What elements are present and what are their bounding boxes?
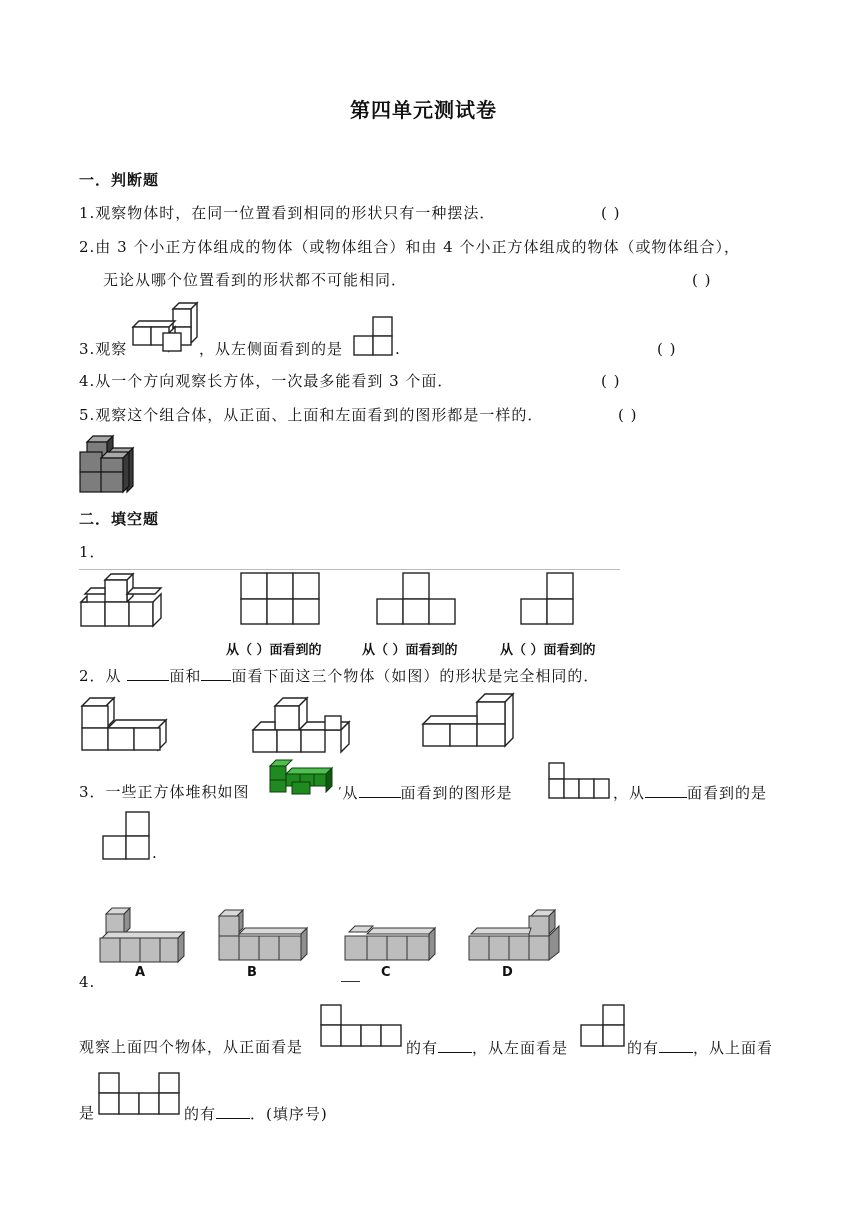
s2-q4-object-C: [343, 922, 439, 964]
s2-q4-line1-e: ，从上面看: [693, 1039, 774, 1057]
s2-q4-line1-d: 的有: [627, 1039, 660, 1057]
s2-q4-number: 4.: [79, 973, 96, 991]
s2-q1-label-1: 从（ ）面看到的: [226, 643, 322, 658]
s2-q1-top-rule: [79, 569, 620, 570]
s2-q3-blank-1[interactable]: [359, 782, 401, 798]
s2-q1-view3-figure: [520, 572, 574, 625]
s2-q4-blank-3[interactable]: [216, 1103, 250, 1119]
s2-q4-top-view-figure: [98, 1072, 182, 1116]
s2-q1-solid-figure: [79, 572, 167, 628]
s2-q3-text-c: 面看到的图形是: [400, 784, 513, 802]
s2-q4-stray-mark: [341, 981, 360, 982]
s1-q4-answer-paren: ( ): [601, 372, 621, 390]
s2-q4-line2-c: ．(填序号): [250, 1105, 328, 1123]
s2-q4-blank-2[interactable]: [659, 1037, 693, 1053]
s1-q5-dark-cube-figure: [79, 436, 139, 494]
s2-q4-line1-tail: [627, 1037, 773, 1058]
s2-q4-label-C: C: [381, 965, 391, 980]
s2-q4-label-D: D: [502, 965, 513, 980]
s2-q4-line1-a: 观察上面四个物体，从正面看是: [79, 1038, 304, 1056]
s2-q3-view2-figure: [102, 811, 152, 861]
s2-q4-line1-b: 的有: [406, 1039, 439, 1057]
s2-q4-object-D: [467, 910, 563, 964]
s2-q2-blank-1[interactable]: [127, 665, 169, 681]
s2-q3-green-cube-figure: [268, 760, 338, 796]
s2-q1-number: 1．: [79, 543, 106, 561]
s1-q5-text: 5.观察这个组合体，从正面、上面和左面看到的图形都是一样的．: [79, 406, 544, 424]
s2-q1-view1-figure: [240, 572, 320, 625]
s2-q4-front-view-figure: [320, 1004, 404, 1048]
s2-q2-text-c: 面看下面这三个物体（如图）的形状是完全相同的．: [231, 667, 600, 685]
s2-q3-tail: [613, 782, 767, 803]
s1-q3-left-view-figure: [354, 316, 394, 356]
s1-q4-text: 4.从一个方向观察长方体，一次最多能看到 3 个面．: [79, 372, 454, 390]
s2-q4-line1-c: ，从左面看是: [472, 1039, 569, 1057]
s2-q4-line2-a: 是: [79, 1104, 96, 1122]
s1-q3-prefix: 3.观察: [79, 340, 128, 358]
s2-q3-mid: [338, 782, 513, 803]
s2-q2-text-b: 面和: [169, 667, 202, 685]
s1-q1-answer-paren: ( ): [601, 204, 621, 222]
s2-q4-line1-mid: [406, 1037, 568, 1058]
s2-q2-text-a: 2．从: [79, 667, 128, 685]
s1-q1-text: 1.观察物体时，在同一位置看到相同的形状只有一种摆法．: [79, 204, 496, 222]
s1-q2-line2: 无论从哪个位置看到的形状都不可能相同．: [103, 271, 408, 289]
s2-q3-apostrophe: ’: [338, 785, 343, 798]
s2-q4-label-B: B: [247, 965, 257, 980]
s2-q3-text-b: 从: [342, 784, 359, 802]
s2-q1-view2-figure: [376, 572, 456, 625]
s2-q3-view1-figure: [548, 762, 612, 800]
s2-q4-object-A: [98, 906, 188, 964]
s1-q3-middle: ，从左侧面看到的是: [199, 340, 344, 358]
s2-q3-end: .: [152, 844, 158, 862]
s1-q2-answer-paren: ( ): [692, 271, 712, 289]
s2-q1-label-3: 从（ ）面看到的: [500, 643, 596, 658]
s2-q3-text-a: 3．一些正方体堆积如图: [79, 783, 250, 801]
section-1-heading: 一．判断题: [79, 171, 160, 189]
s2-q3-text-e: 面看到的是: [687, 784, 768, 802]
s1-q3-suffix: .: [395, 340, 401, 358]
s2-q2-line: [79, 665, 599, 686]
s2-q2-blank-2[interactable]: [201, 665, 231, 681]
s1-q5-answer-paren: ( ): [618, 406, 638, 424]
page-title: 第四单元测试卷: [350, 98, 497, 122]
s2-q2-object-3: [421, 694, 517, 750]
s2-q2-object-1: [80, 694, 170, 754]
s1-q3-cube-figure: [131, 301, 199, 355]
s1-q2-line1: 2.由 3 个小正方体组成的物体（或物体组合）和由 4 个小正方体组成的物体（或物体组合），: [79, 238, 740, 256]
s2-q2-object-2: [251, 694, 351, 756]
s2-q3-blank-2[interactable]: [645, 782, 687, 798]
s2-q4-left-view-figure: [580, 1004, 626, 1048]
s2-q4-line2-tail: [184, 1103, 328, 1124]
s2-q3-text-d: ，从: [613, 784, 646, 802]
s1-q3-answer-paren: ( ): [657, 340, 677, 358]
s2-q4-label-A: A: [135, 965, 146, 980]
s2-q1-label-2: 从（ ）面看到的: [362, 643, 458, 658]
s2-q4-line2-b: 的有: [184, 1105, 217, 1123]
s2-q4-object-B: [217, 910, 311, 964]
section-2-heading: 二．填空题: [79, 510, 160, 528]
s2-q4-blank-1[interactable]: [438, 1037, 472, 1053]
